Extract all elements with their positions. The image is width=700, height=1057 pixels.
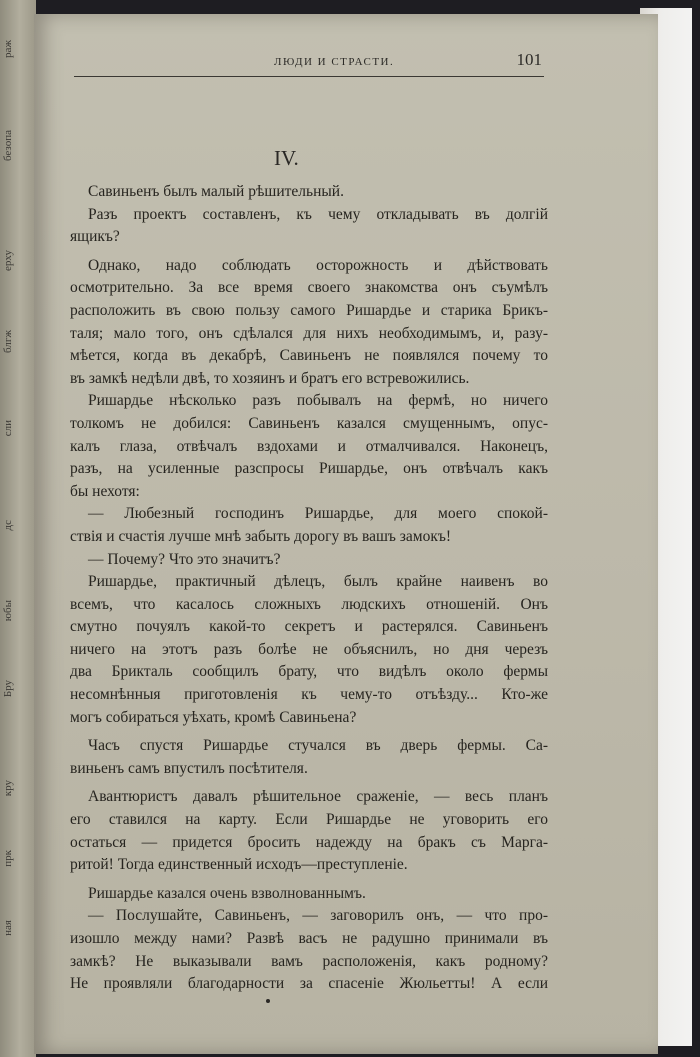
- page-number: 101: [516, 50, 542, 69]
- text-line: остаться — придется бросить надежду на бракъ съ Марга-: [70, 833, 548, 851]
- text-line: осмотрительно. За все время своего знакомства онъ съумѣлъ: [70, 279, 548, 297]
- text-line: Разъ проектъ составленъ, къ чему откладывать въ долгій: [88, 205, 548, 223]
- text-line: Часъ спустя Ришардье стучался въ дверь фермы. Са-: [88, 737, 548, 755]
- text-line: — Послушайте, Савиньенъ, — заговорилъ онъ, — что про-: [88, 907, 548, 925]
- left-page-fragment: ерху: [2, 250, 14, 271]
- left-page-fragment: прк: [2, 850, 14, 867]
- left-page-fragment: безопа: [2, 130, 14, 162]
- left-page-fragment: дс: [2, 520, 14, 531]
- text-line: разъ, на усиленные разспросы Ришардье, онъ отвѣчалъ какъ: [70, 460, 548, 478]
- print-mark: [266, 999, 270, 1003]
- text-line: всемъ, что касалось сложныхъ людскихъ отношеній. Онъ: [70, 595, 548, 613]
- text-line: замкѣ? Не выказывали вамъ расположенія, какъ родному?: [70, 952, 548, 970]
- running-title: ЛЮДИ И СТРАСТИ.: [274, 56, 395, 68]
- text-line: толкомъ не добился: Савиньенъ казался смущеннымъ, опус-: [70, 414, 548, 432]
- left-page-fragment: кру: [2, 780, 14, 797]
- left-page-fragment: раж: [2, 40, 14, 58]
- text-line: въ замкѣ недѣли двѣ, то хозяинъ и братъ его встревожились.: [70, 369, 470, 387]
- text-line: несомнѣнныя приготовленія къ чему-то отъѣзду... Кто-же: [70, 686, 548, 704]
- text-line: ствія и счастія лучше мнѣ забыть дорогу въ вашъ замокъ!: [70, 527, 452, 545]
- text-line: мѣется, когда въ декабрѣ, Савиньенъ не появлялся почему то: [70, 347, 548, 365]
- left-page-fragment: ная: [2, 920, 14, 936]
- running-header: [74, 52, 544, 77]
- left-page-edge: [0, 0, 36, 1057]
- text-line: могъ собираться уѣхать, кромѣ Савиньена?: [70, 708, 357, 726]
- body-text: [70, 181, 548, 996]
- chapter-heading: IV.: [274, 146, 299, 170]
- text-line: его ставился на карту. Если Ришардье не уговорить его: [70, 811, 548, 829]
- text-line: бы нехотя:: [70, 482, 140, 500]
- left-page-fragment: Бру: [2, 680, 14, 698]
- text-line: Ришардье, практичный дѣлецъ, былъ крайне наивенъ во: [88, 573, 548, 591]
- text-line: два Брикталь сообщилъ брату, что видѣлъ около фермы: [70, 663, 548, 681]
- text-line: Савиньенъ былъ малый рѣшительный.: [88, 183, 344, 200]
- text-line: смутно почуялъ какой-то секретъ и растерялся. Савиньенъ: [70, 618, 548, 636]
- text-line: — Почему? Что это значитъ?: [88, 550, 281, 568]
- text-line: ящикъ?: [70, 228, 120, 246]
- text-line: расположить въ свою пользу самого Ришардье и старика Брикъ-: [70, 301, 548, 319]
- text-line: Авантюристъ давалъ рѣшительное сраженіе, — весь планъ: [88, 788, 548, 806]
- text-line: калъ глаза, отвѣчалъ вздохами и отмалчивался. Наконецъ,: [70, 437, 548, 455]
- text-line: изошло между нами? Развѣ васъ не радушно принимали въ: [70, 930, 548, 947]
- text-line: виньенъ самъ впустилъ посѣтителя.: [70, 759, 308, 777]
- text-line: Ришардье нѣсколько разъ побывалъ на фермѣ, но ничего: [88, 392, 548, 410]
- left-page-fragment: юбы: [2, 600, 14, 622]
- text-line: Ришардье казался очень взволнованнымъ.: [88, 884, 366, 902]
- text-line: ничего на этотъ разъ болѣе не объяснилъ, но дня черезъ: [70, 640, 548, 658]
- book-page: [34, 14, 658, 1054]
- text-line: ритой! Тогда единственный исходъ—преступленіе.: [70, 856, 408, 874]
- text-line: — Любезный господинъ Ришардье, для моего спокой-: [88, 505, 548, 523]
- text-line: таля; мало того, онъ сдѣлался для нихъ необходимымъ, и, разу-: [70, 324, 548, 342]
- text-line: Не проявляли благодарности за спасеніе Жюльетты! А если: [70, 975, 548, 993]
- left-page-fragment: сли: [2, 420, 14, 437]
- left-page-fragment: блгж: [2, 330, 14, 353]
- text-line: Однако, надо соблюдать осторожность и дѣйствовать: [88, 256, 548, 274]
